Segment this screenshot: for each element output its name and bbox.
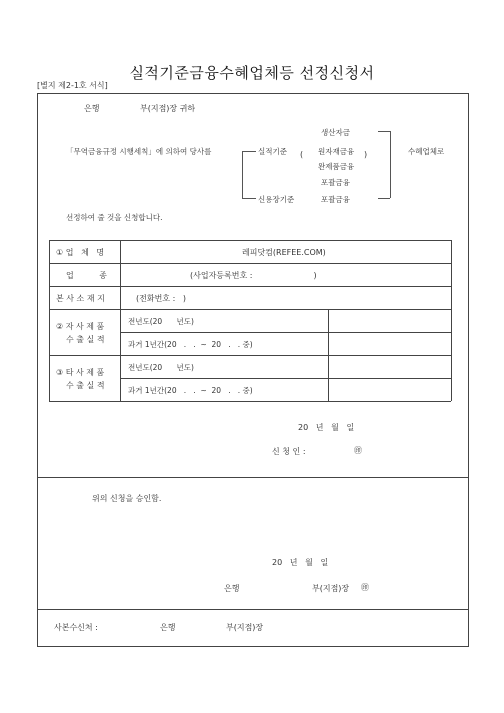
item-production: 생산자금: [321, 128, 350, 137]
item-comprehensive: 포괄금융: [321, 178, 350, 187]
bracket-line: [390, 131, 391, 198]
table-row-divider: [49, 263, 451, 264]
credit-comprehensive: 포괄금융: [321, 195, 350, 204]
table-column-divider: [328, 309, 329, 401]
table-row-divider: [120, 378, 451, 379]
industry-label: 업 종: [66, 271, 107, 280]
table-border: [49, 240, 451, 241]
bracket-close: ): [364, 150, 368, 159]
criteria-performance: 실적기준: [258, 147, 287, 156]
copy-bank: 은행: [160, 623, 176, 632]
approval-date: 20 년 월 일: [272, 558, 329, 567]
bracket-line: [242, 151, 243, 198]
applicant-seal: ㊞: [354, 446, 362, 455]
table-row-divider: [49, 286, 451, 287]
form-number: [별지 제2-1호 서식]: [37, 81, 108, 90]
criteria-credit: 신용장기준: [258, 195, 295, 204]
table-row-divider: [120, 332, 451, 333]
table-row-divider: [49, 355, 451, 356]
own-prev-year: 전년도(20 년도): [128, 317, 194, 326]
table-row-divider: [49, 309, 451, 310]
other-export-label-1: ③ 타 사 제 품: [56, 368, 105, 377]
company-name-label: ① 업 체 명: [56, 248, 105, 257]
header-branch-recipient: 부(지점)장 귀하: [140, 104, 196, 113]
item-finished-goods: 완제품금융: [318, 162, 355, 171]
table-column-divider: [120, 240, 121, 401]
item-raw-material: 원자재금융: [318, 147, 355, 156]
address-value: (전화번호 : ): [136, 294, 187, 303]
bracket-open: (: [300, 150, 304, 159]
address-label: 본 사 소 재 지: [56, 294, 105, 303]
header-suffix: 수혜업체로: [408, 147, 445, 156]
section-divider: [37, 477, 468, 478]
applicant-label: 신 청 인 :: [272, 447, 306, 456]
other-prev-year: 전년도(20 년도): [128, 363, 194, 372]
other-past-year: 과거 1년간(20 . . ~ 20 . . 중): [128, 386, 253, 395]
other-export-label-2: 수 출 실 적: [66, 381, 105, 390]
applicant-date: 20 년 월 일: [298, 423, 355, 432]
section-divider: [37, 609, 468, 610]
approval-text: 위의 신청을 승인함.: [92, 494, 162, 503]
bracket-line: [378, 198, 390, 199]
approval-bank: 은행: [224, 584, 240, 593]
table-border: [49, 240, 50, 401]
bracket-line: [242, 198, 256, 199]
own-past-year: 과거 1년간(20 . . ~ 20 . . 중): [128, 340, 253, 349]
copy-branch: 부(지점)장: [226, 623, 264, 632]
document-title: 실적기준금융수혜업체등 선정신청서: [129, 64, 375, 82]
table-border: [451, 240, 452, 401]
table-border: [49, 401, 451, 402]
header-bank: 은행: [84, 104, 100, 113]
bracket-line: [378, 131, 390, 132]
approval-branch: 부(지점)장: [312, 584, 350, 593]
copy-recipient-label: 사본수신처 :: [54, 623, 98, 632]
header-request: 선정하여 줄 것을 신청합니다.: [66, 213, 163, 222]
bracket-line: [242, 151, 256, 152]
header-intro: 「무역금융규정 시행세칙」에 의하여 당사를: [66, 147, 212, 156]
own-export-label-1: ② 자 사 제 품: [56, 322, 105, 331]
own-export-label-2: 수 출 실 적: [66, 335, 105, 344]
industry-value: (사업자등록번호 : ): [190, 271, 317, 280]
approval-seal: ㊞: [361, 583, 369, 592]
company-name-value: 레피닷컴(REFEE.COM): [242, 248, 326, 257]
